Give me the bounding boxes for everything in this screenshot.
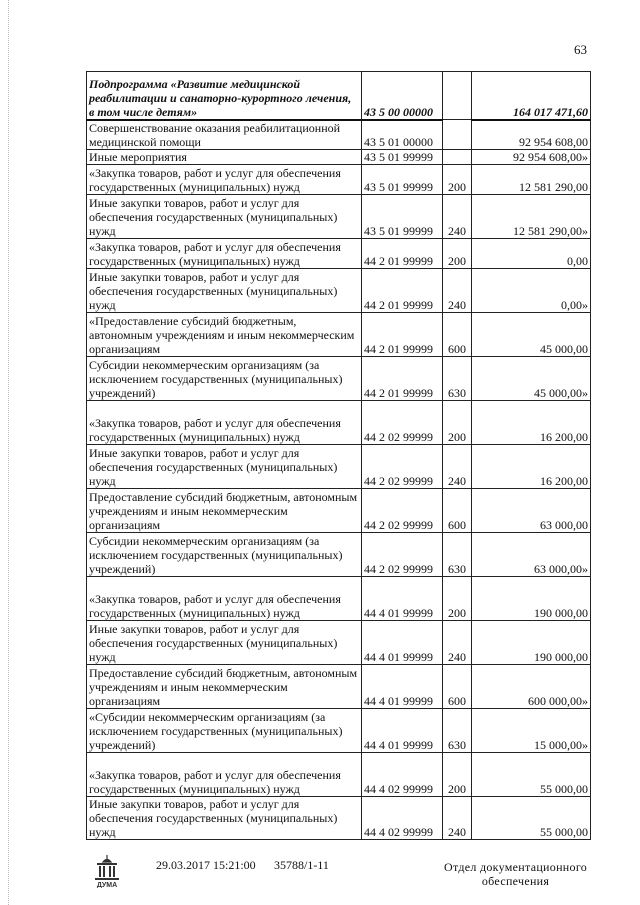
row-expense-type-cell: 200: [443, 164, 472, 194]
row-amount-cell: 0,00»: [472, 268, 591, 312]
row-code-cell: 44 4 02 99999: [362, 752, 443, 796]
logo-text: ДУМА: [96, 882, 118, 888]
row-code-cell: 43 5 01 99999: [362, 149, 443, 164]
row-name-cell: Иные закупки товаров, работ и услуг для обеспечения государственных (муниципальных) нужд: [87, 620, 362, 664]
table-row: [87, 164, 591, 194]
row-amount-cell: 190 000,00: [472, 576, 591, 620]
row-expense-type-cell: 600: [443, 664, 472, 708]
row-name-cell: Иные закупки товаров, работ и услуг для обеспечения государственных (муниципальных) нужд: [87, 194, 362, 238]
row-expense-type-cell: 200: [443, 752, 472, 796]
table-row: [87, 400, 591, 444]
row-code-cell: 44 2 02 99999: [362, 488, 443, 532]
footer-document-id: 35788/1-11: [274, 858, 329, 872]
row-name-cell: «Закупка товаров, работ и услуг для обеспечения государственных (муниципальных) нужд: [87, 400, 362, 444]
row-amount-cell: 15 000,00»: [472, 708, 591, 752]
row-expense-type-cell: 200: [443, 400, 472, 444]
row-expense-type-cell: 630: [443, 356, 472, 400]
row-code-cell: 44 2 01 99999: [362, 238, 443, 268]
row-amount-cell: 92 954 608,00: [472, 120, 591, 150]
department-line-2: обеспечения: [481, 874, 550, 888]
table-row: [87, 532, 591, 576]
row-code-cell: 44 4 02 99999: [362, 796, 443, 839]
row-name-cell: Иные закупки товаров, работ и услуг для обеспечения государственных (муниципальных) нужд: [87, 444, 362, 488]
row-name-cell: «Закупка товаров, работ и услуг для обеспечения государственных (муниципальных) нужд: [87, 164, 362, 194]
table-row: [87, 752, 591, 796]
row-expense-type-cell: 600: [443, 488, 472, 532]
row-amount-cell: 55 000,00: [472, 796, 591, 839]
row-code-cell: 44 2 02 99999: [362, 444, 443, 488]
row-name-cell: «Предоставление субсидий бюджетным, автономным учреждениям и иным некоммерческим организациям: [87, 312, 362, 356]
table-row: [87, 268, 591, 312]
row-code-cell: 44 2 01 99999: [362, 268, 443, 312]
row-expense-type-cell: [443, 120, 472, 150]
row-name-cell: «Закупка товаров, работ и услуг для обеспечения государственных (муниципальных) нужд: [87, 576, 362, 620]
row-amount-cell: 16 200,00: [472, 444, 591, 488]
row-name-cell: «Закупка товаров, работ и услуг для обеспечения государственных (муниципальных) нужд: [87, 752, 362, 796]
row-expense-type-cell: 630: [443, 708, 472, 752]
row-name-cell: Подпрограмма «Развитие медицинской реабилитации и санаторно-курортного лечения, в том числе детям»: [87, 72, 362, 120]
row-name-cell: Иные мероприятия: [87, 149, 362, 164]
row-amount-cell: 63 000,00»: [472, 532, 591, 576]
table-row: [87, 796, 591, 839]
table-row: [87, 194, 591, 238]
table-row: [87, 664, 591, 708]
table-row: [87, 444, 591, 488]
table-row: [87, 576, 591, 620]
row-code-cell: 43 5 00 00000: [362, 72, 443, 120]
row-expense-type-cell: 200: [443, 576, 472, 620]
table-row: [87, 708, 591, 752]
row-code-cell: 44 4 01 99999: [362, 620, 443, 664]
row-expense-type-cell: 240: [443, 620, 472, 664]
row-amount-cell: 190 000,00: [472, 620, 591, 664]
row-amount-cell: 92 954 608,00»: [472, 149, 591, 164]
footer-timestamp: 29.03.2017 15:21:00: [156, 858, 256, 872]
row-expense-type-cell: 240: [443, 444, 472, 488]
row-name-cell: Субсидии некоммерческим организациям (за исключением государственных (муниципальных) учреждений): [87, 356, 362, 400]
row-name-cell: Предоставление субсидий бюджетным, автономным учреждениям и иным некоммерческим организациям: [87, 664, 362, 708]
row-expense-type-cell: 200: [443, 238, 472, 268]
table-row: [87, 149, 591, 164]
row-name-cell: Субсидии некоммерческим организациям (за исключением государственных (муниципальных) учреждений): [87, 532, 362, 576]
row-code-cell: 44 2 01 99999: [362, 312, 443, 356]
row-code-cell: 44 4 01 99999: [362, 664, 443, 708]
row-expense-type-cell: 600: [443, 312, 472, 356]
row-amount-cell: 0,00: [472, 238, 591, 268]
row-expense-type-cell: [443, 72, 472, 120]
budget-table-body: [87, 72, 591, 840]
binding-edge: [8, 0, 10, 905]
budget-table: [86, 71, 591, 840]
row-code-cell: 44 2 01 99999: [362, 356, 443, 400]
table-row: [87, 620, 591, 664]
row-name-cell: «Закупка товаров, работ и услуг для обеспечения государственных (муниципальных) нужд: [87, 238, 362, 268]
duma-logo: [92, 852, 122, 888]
row-name-cell: Предоставление субсидий бюджетным, автономным учреждениям и иным некоммерческим организациям: [87, 488, 362, 532]
footer-department: [444, 860, 587, 888]
row-code-cell: 44 4 01 99999: [362, 576, 443, 620]
row-name-cell: Совершенствование оказания реабилитационной медицинской помощи: [87, 120, 362, 150]
row-expense-type-cell: 240: [443, 194, 472, 238]
row-amount-cell: 63 000,00: [472, 488, 591, 532]
row-amount-cell: 55 000,00: [472, 752, 591, 796]
row-code-cell: 43 5 01 99999: [362, 194, 443, 238]
row-expense-type-cell: [443, 149, 472, 164]
row-expense-type-cell: 630: [443, 532, 472, 576]
row-code-cell: 44 2 02 99999: [362, 400, 443, 444]
row-amount-cell: 45 000,00: [472, 312, 591, 356]
table-row: [87, 72, 591, 120]
table-row: [87, 120, 591, 150]
table-row: [87, 356, 591, 400]
row-amount-cell: 12 581 290,00»: [472, 194, 591, 238]
row-name-cell: Иные закупки товаров, работ и услуг для обеспечения государственных (муниципальных) нужд: [87, 796, 362, 839]
table-row: [87, 238, 591, 268]
row-name-cell: Иные закупки товаров, работ и услуг для обеспечения государственных (муниципальных) нужд: [87, 268, 362, 312]
department-line-1: Отдел документационного: [444, 860, 588, 874]
row-amount-cell: 164 017 471,60: [472, 72, 591, 120]
row-amount-cell: 16 200,00: [472, 400, 591, 444]
row-amount-cell: 12 581 290,00: [472, 164, 591, 194]
page-number: 63: [574, 42, 587, 57]
row-expense-type-cell: 240: [443, 796, 472, 839]
row-amount-cell: 600 000,00»: [472, 664, 591, 708]
table-row: [87, 312, 591, 356]
row-code-cell: 44 4 01 99999: [362, 708, 443, 752]
row-amount-cell: 45 000,00»: [472, 356, 591, 400]
row-name-cell: «Субсидии некоммерческим организациям (за исключением государственных (муниципальных) учреждений): [87, 708, 362, 752]
table-row: [87, 488, 591, 532]
row-code-cell: 43 5 01 00000: [362, 120, 443, 150]
row-expense-type-cell: 240: [443, 268, 472, 312]
row-code-cell: 43 5 01 99999: [362, 164, 443, 194]
row-code-cell: 44 2 02 99999: [362, 532, 443, 576]
